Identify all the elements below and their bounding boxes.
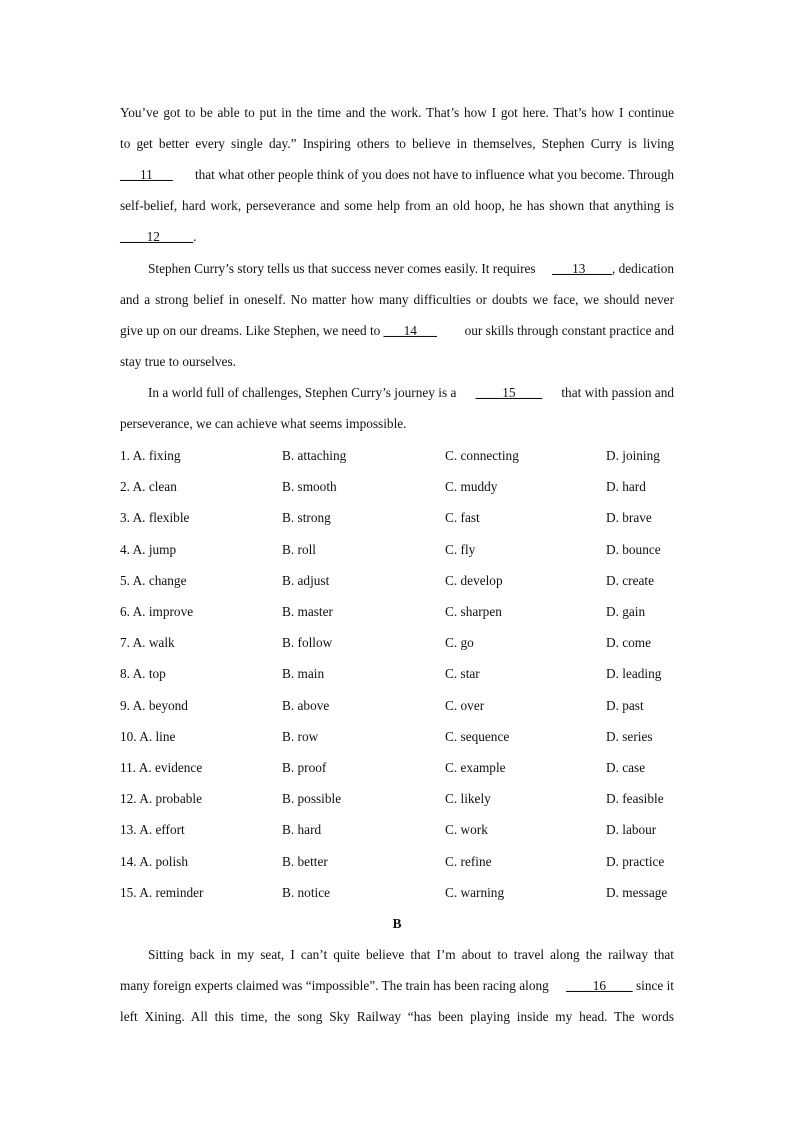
option-d: D. labour: [606, 822, 657, 837]
passage-text: , dedication: [611, 261, 674, 276]
option-a: 5. A. change: [120, 573, 187, 588]
option-d: D. create: [606, 573, 654, 588]
passage-text: Stephen Curry’s story tells us that success never comes easily. It requires: [148, 261, 536, 276]
option-a: 14. A. polish: [120, 854, 188, 869]
passage-text: many foreign experts claimed was “impossible”. The train has been racing along: [120, 978, 549, 993]
option-c: C. connecting: [445, 448, 519, 463]
option-b: B. master: [282, 604, 333, 619]
option-a: 2. A. clean: [120, 479, 177, 494]
option-b: B. main: [282, 666, 325, 681]
option-d: D. case: [606, 760, 646, 775]
option-c: C. warning: [445, 885, 505, 900]
option-d: D. brave: [606, 510, 652, 525]
option-c: C. star: [445, 666, 480, 681]
option-d: D. bounce: [606, 542, 661, 557]
option-b: B. adjust: [282, 573, 330, 588]
option-d: D. come: [606, 635, 652, 650]
passage-line: [120, 229, 674, 245]
option-d: D. series: [606, 729, 653, 744]
passage-text: that with passion and: [561, 385, 674, 400]
option-a: 4. A. jump: [120, 542, 177, 557]
passage-line: [120, 978, 674, 994]
option-d: D. gain: [606, 604, 646, 619]
option-c: C. refine: [445, 854, 492, 869]
option-a: 15. A. reminder: [120, 885, 204, 900]
option-d: D. past: [606, 698, 644, 713]
passage-text: give up on our dreams. Like Stephen, we need to: [120, 323, 384, 338]
option-c: C. fly: [445, 542, 476, 557]
passage-line: perseverance, we can achieve what seems impossible.: [120, 416, 407, 431]
option-a: 7. A. walk: [120, 635, 175, 650]
passage-line: stay true to ourselves.: [120, 354, 236, 369]
option-a: 11. A. evidence: [120, 760, 203, 775]
option-b: B. attaching: [282, 448, 347, 463]
passage-line: to get better every single day.” Inspiring others to believe in themselves, Stephen Curry is living: [120, 136, 674, 151]
option-a: 13. A. effort: [120, 822, 185, 837]
option-a: 12. A. probable: [120, 791, 202, 806]
passage-line: Sitting back in my seat, I can’t quite believe that I’m about to travel along the railway that: [148, 947, 674, 962]
blank-16: ____16____: [566, 978, 633, 993]
passage-text: that what other people think of you does not have to influence what you become. Through: [194, 167, 674, 182]
passage-line: [148, 385, 674, 401]
option-c: C. example: [445, 760, 506, 775]
blank-13: ___13____: [552, 261, 612, 276]
option-b: B. row: [282, 729, 319, 744]
section-title: B: [392, 916, 402, 931]
option-b: B. smooth: [282, 479, 337, 494]
passage-line: [148, 261, 674, 277]
option-d: D. leading: [606, 666, 662, 681]
option-b: B. follow: [282, 635, 333, 650]
passage-line: and a strong belief in oneself. No matter how many difficulties or doubts we face, we should never: [120, 292, 674, 307]
option-c: C. sequence: [445, 729, 510, 744]
option-a: 6. A. improve: [120, 604, 194, 619]
option-a: 8. A. top: [120, 666, 166, 681]
option-c: C. likely: [445, 791, 491, 806]
blank-15: ____15____: [475, 385, 543, 400]
passage-text: our skills through constant practice and: [464, 323, 674, 338]
passage-text: In a world full of challenges, Stephen Curry’s journey is a: [148, 385, 457, 400]
option-c: C. work: [445, 822, 488, 837]
option-d: D. message: [606, 885, 668, 900]
option-c: C. go: [445, 635, 474, 650]
passage-line: left Xining. All this time, the song Sky Railway “has been playing inside my head. The words: [120, 1009, 674, 1024]
option-b: B. strong: [282, 510, 331, 525]
blank-11: ___11___: [120, 167, 173, 182]
option-b: B. proof: [282, 760, 327, 775]
option-b: B. above: [282, 698, 330, 713]
passage-line: You’ve got to be able to put in the time and the work. That’s how I got here. That’s how I continue: [120, 105, 674, 120]
option-c: C. develop: [445, 573, 503, 588]
option-b: B. notice: [282, 885, 331, 900]
option-a: 3. A. flexible: [120, 510, 190, 525]
option-a: 1. A. fixing: [120, 448, 181, 463]
option-c: C. muddy: [445, 479, 498, 494]
option-d: D. hard: [606, 479, 646, 494]
passage-line: self-belief, hard work, perseverance and some help from an old hoop, he has shown that anything is: [120, 198, 674, 213]
option-a: 10. A. line: [120, 729, 176, 744]
passage-line: [120, 323, 674, 339]
option-d: D. feasible: [606, 791, 664, 806]
option-c: C. sharpen: [445, 604, 502, 619]
option-c: C. over: [445, 698, 485, 713]
option-d: D. joining: [606, 448, 660, 463]
option-c: C. fast: [445, 510, 480, 525]
blank-12: ____12_____: [120, 229, 194, 244]
passage-text: since it: [632, 978, 674, 993]
option-b: B. better: [282, 854, 328, 869]
option-a: 9. A. beyond: [120, 698, 188, 713]
option-b: B. hard: [282, 822, 322, 837]
passage-line: [120, 167, 674, 183]
passage-text: .: [193, 229, 197, 244]
option-d: D. practice: [606, 854, 665, 869]
option-b: B. possible: [282, 791, 342, 806]
option-b: B. roll: [282, 542, 316, 557]
blank-14: ___14___: [383, 323, 437, 338]
